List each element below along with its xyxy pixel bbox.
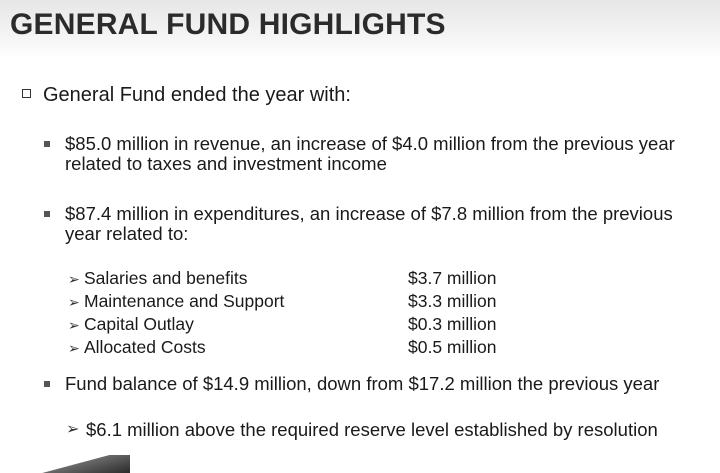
expenditure-label: Salaries and benefits [84, 268, 248, 288]
expenditure-amount: $0.5 million [408, 337, 497, 357]
expenditure-amount: $3.7 million [408, 268, 497, 288]
arrow-bullet-icon: ➢ [68, 271, 80, 287]
expenditure-item [68, 290, 497, 314]
expenditure-item [68, 313, 497, 337]
arrow-bullet-icon: ➢ [68, 340, 80, 356]
checkbox-bullet-icon [22, 89, 31, 98]
arrow-bullet-icon: ➢ [66, 421, 80, 438]
arrow-bullet-icon: ➢ [68, 294, 80, 310]
fund-balance-text: Fund balance of $14.9 million, down from $17.2 million the previous year [65, 373, 660, 394]
intro-text: General Fund ended the year with: [43, 84, 351, 106]
square-bullet-icon [44, 211, 50, 217]
expenditures-bullet [44, 204, 694, 244]
square-bullet-icon [44, 141, 50, 147]
expenditure-label: Maintenance and Support [84, 291, 285, 311]
expenditure-item [68, 267, 497, 291]
fund-balance-note [66, 420, 686, 440]
fund-balance-note-text: $6.1 million above the required reserve level established by resolution [86, 419, 658, 440]
square-bullet-icon [44, 381, 50, 387]
expenditure-label: Capital Outlay [84, 314, 194, 334]
page-title: GENERAL FUND HIGHLIGHTS [10, 8, 446, 41]
corner-decoration [0, 455, 130, 473]
expenditure-amount: $0.3 million [408, 314, 497, 334]
expenditure-amount: $3.3 million [408, 291, 497, 311]
intro-item [22, 84, 351, 107]
expenditures-text: $87.4 million in expenditures, an increase of $7.8 million from the previous year related to: [65, 203, 673, 244]
revenue-bullet [44, 134, 694, 174]
expenditure-label: Allocated Costs [84, 337, 206, 357]
expenditure-item [68, 336, 497, 360]
revenue-text: $85.0 million in revenue, an increase of $4.0 million from the previous year related to taxes and investment income [65, 133, 675, 174]
fund-balance-bullet [44, 374, 694, 394]
arrow-bullet-icon: ➢ [68, 317, 80, 333]
